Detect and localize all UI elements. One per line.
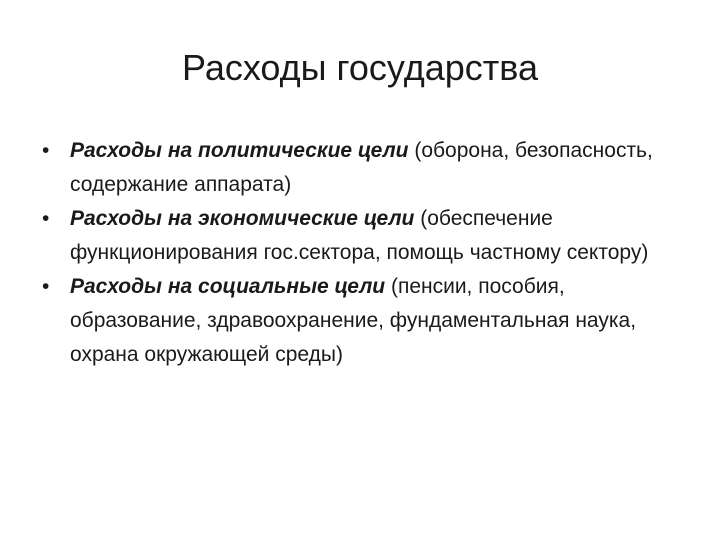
bullet-dot-icon: • [42,207,50,230]
bullet-text: (оборона, безопасность, содержание аппарата) [70,139,653,196]
bullet-text: (пенсии, пособия, образование, здравоохранение, фундаментальная наука, охрана окружающей среды) [70,275,637,366]
bullet-heading: Расходы на экономические цели [70,207,415,230]
bullet-heading: Расходы на социальные цели [70,275,386,298]
bullet-dot-icon: • [42,139,50,162]
bullet-item-political [40,134,690,202]
bullet-item-social [40,270,690,372]
bullet-dot-icon: • [42,275,50,298]
bullet-text: (обеспечение функционирования гос.сектора, помощь частному сектору) [70,207,649,264]
slide-title: Расходы государства [182,47,538,88]
bullet-item-economic [40,202,690,270]
bullet-heading: Расходы на политические цели [70,139,409,162]
bullet-list [40,134,690,372]
